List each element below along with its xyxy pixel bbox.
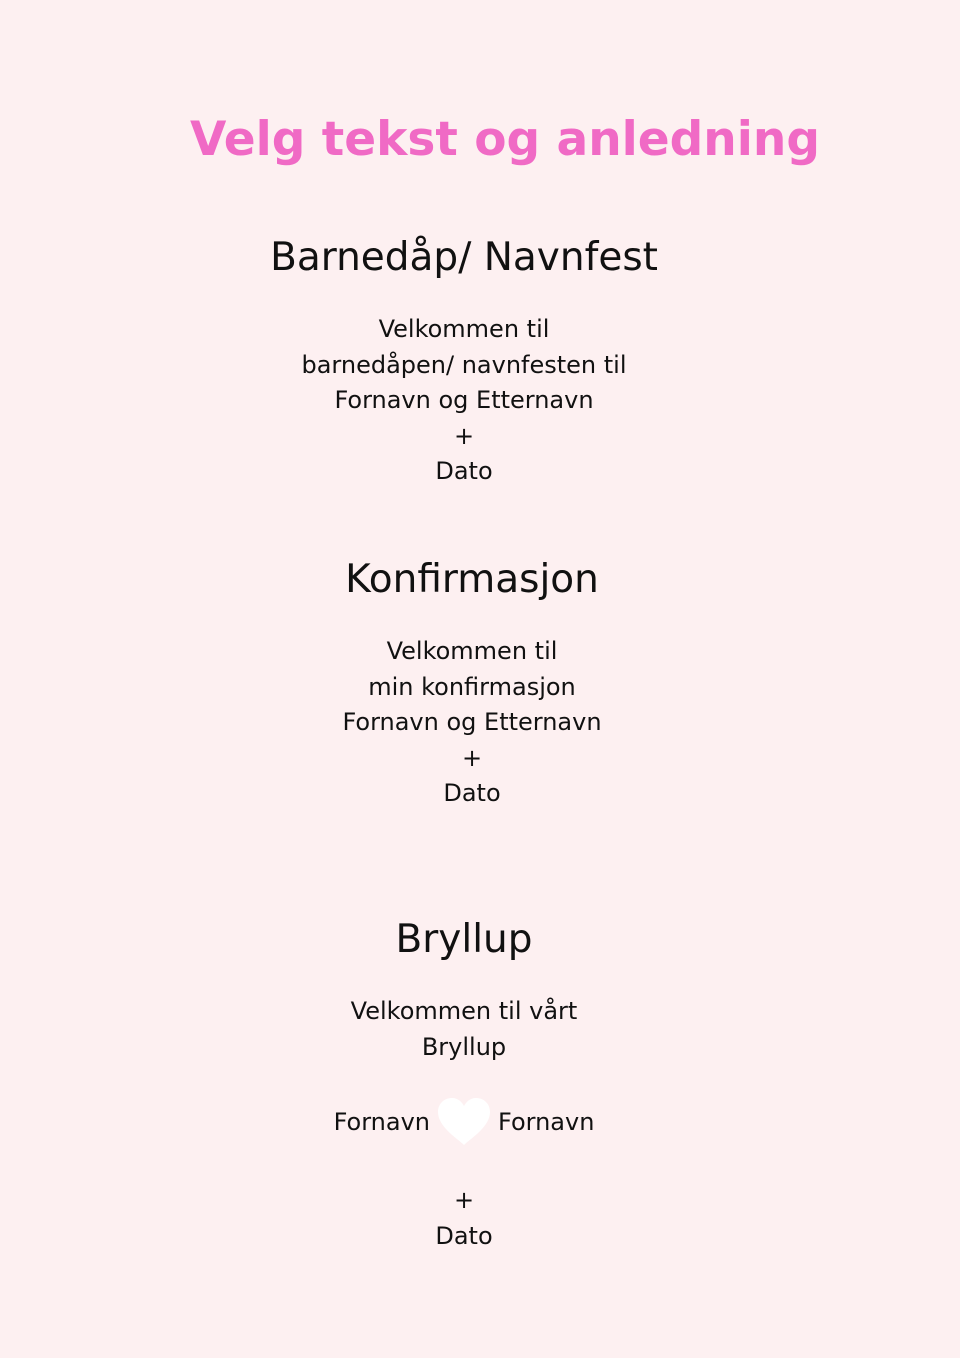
- section-text: [0, 634, 952, 812]
- section-heading: Bryllup: [395, 917, 533, 962]
- text-line: Velkommen til: [378, 315, 550, 343]
- text-line: Dato: [435, 1221, 493, 1250]
- text-line: Velkommen til: [386, 637, 558, 665]
- page-title: Velg tekst og anledning: [190, 112, 820, 167]
- text-line: Fornavn og Etternavn: [334, 386, 594, 414]
- text-line: Dato: [435, 457, 493, 485]
- section-heading: Konfirmasjon: [345, 557, 599, 602]
- section-text: [0, 1183, 944, 1254]
- name-right: Fornavn: [498, 1107, 595, 1136]
- text-line: +: [453, 1186, 475, 1214]
- text-line: Dato: [443, 779, 501, 807]
- text-line: +: [453, 421, 475, 450]
- text-line: Bryllup: [421, 1032, 507, 1061]
- names-row: [0, 1097, 944, 1147]
- section-text: [0, 994, 944, 1065]
- section-barnedap: [0, 232, 944, 490]
- text-line: Fornavn og Etternavn: [342, 708, 602, 736]
- text-line: Velkommen til vårt: [350, 997, 578, 1025]
- text-line: barnedåpen/ navnfesten til: [301, 350, 627, 379]
- section-heading: Barnedåp/ Navnfest: [270, 235, 658, 280]
- text-line: +: [461, 743, 483, 772]
- name-left: Fornavn: [333, 1107, 430, 1136]
- heart-icon: [436, 1097, 492, 1147]
- text-line: min konfirmasjon: [368, 672, 576, 701]
- section-konfirmasjon: [0, 554, 952, 812]
- section-text: [0, 312, 944, 490]
- section-bryllup: [0, 914, 944, 1254]
